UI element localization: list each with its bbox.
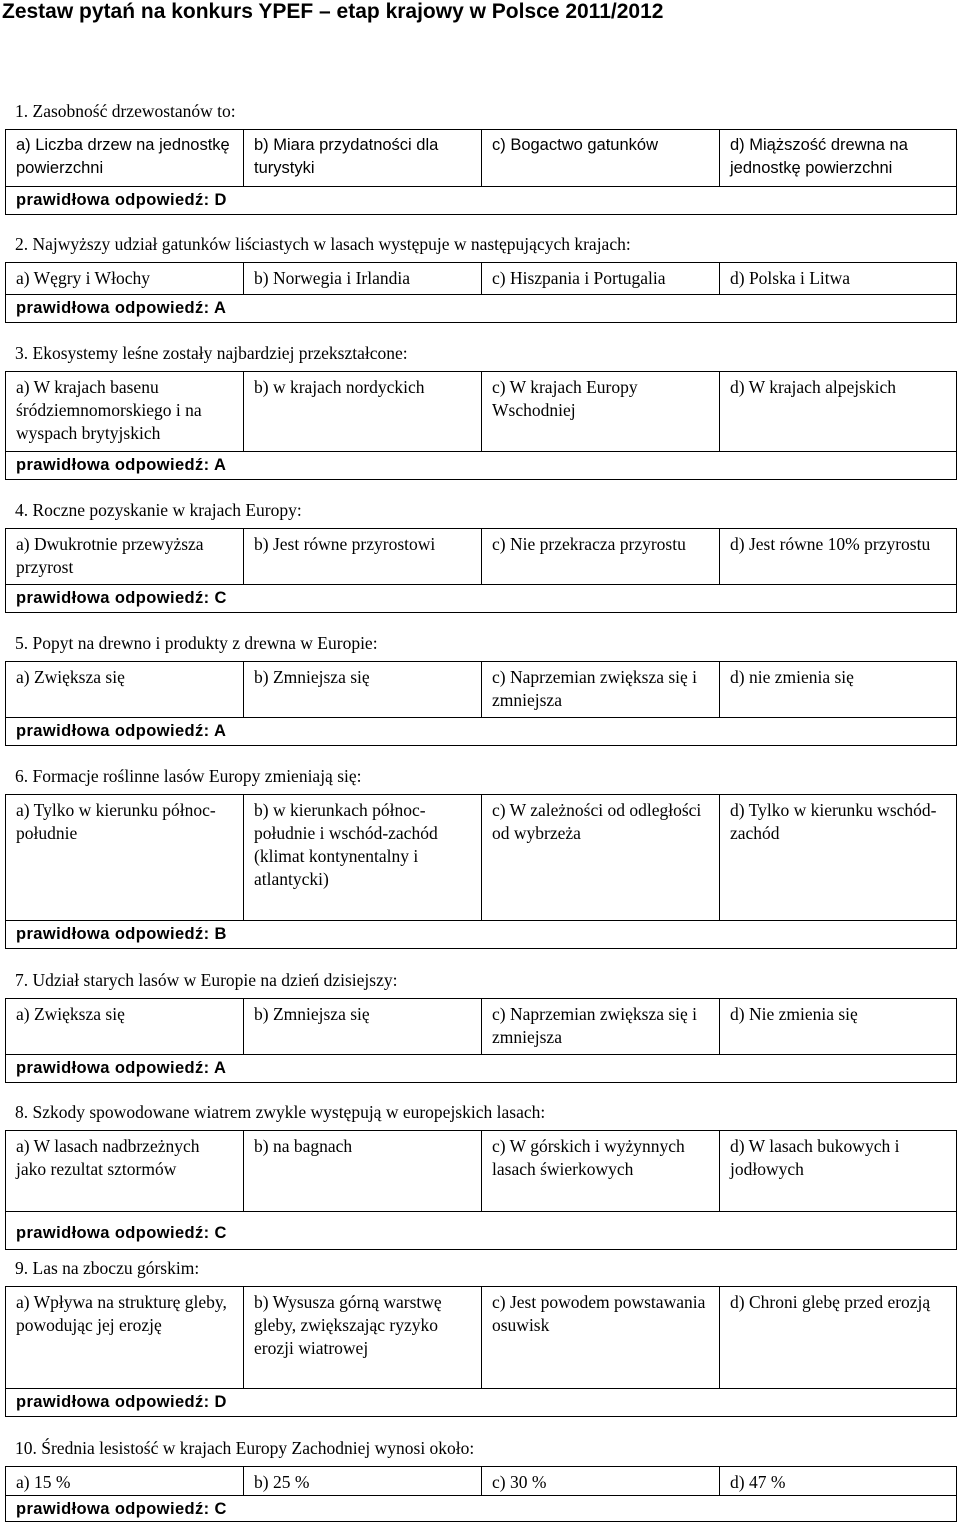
question-text: 1. Zasobność drzewostanów to: — [15, 101, 236, 121]
option-c: c) Bogactwo gatunków — [482, 130, 720, 187]
correct-answer: prawidłowa odpowiedź: C — [6, 1212, 957, 1250]
question-text: 4. Roczne pozyskanie w krajach Europy: — [15, 500, 302, 520]
option-c: c) Hiszpania i Portugalia — [482, 263, 720, 295]
option-b: b) w krajach nordyckich — [244, 372, 482, 452]
option-c: c) W zależności od odległości od wybrzeża — [482, 795, 720, 921]
answer-table — [5, 528, 957, 613]
option-d: d) nie zmienia się — [720, 662, 957, 718]
answer-table — [5, 661, 957, 746]
option-c: c) W krajach Europy Wschodniej — [482, 372, 720, 452]
option-d: d) Chroni glebę przed erozją — [720, 1287, 957, 1389]
option-d: d) Nie zmienia się — [720, 999, 957, 1055]
option-c: c) 30 % — [482, 1467, 720, 1496]
answer-table — [5, 371, 957, 480]
question-text: 6. Formacje roślinne lasów Europy zmieniają się: — [15, 766, 362, 786]
option-a: a) Liczba drzew na jednostkę powierzchni — [6, 130, 244, 187]
option-a: a) Wpływa na strukturę gleby, powodując jej erozję — [6, 1287, 244, 1389]
correct-answer: prawidłowa odpowiedź: C — [6, 1496, 957, 1522]
answer-table — [5, 998, 957, 1083]
question-text: 9. Las na zboczu górskim: — [15, 1258, 200, 1278]
option-b: b) Zmniejsza się — [244, 999, 482, 1055]
answer-table — [5, 1130, 957, 1250]
option-c: c) Naprzemian zwiększa się i zmniejsza — [482, 662, 720, 718]
option-a: a) Zwiększa się — [6, 999, 244, 1055]
option-b: b) Wysusza górną warstwę gleby, zwiększając ryzyko erozji wiatrowej — [244, 1287, 482, 1389]
question-text: 5. Popyt na drewno i produkty z drewna w Europie: — [15, 633, 378, 653]
correct-answer: prawidłowa odpowiedź: C — [6, 585, 957, 613]
option-a: a) W krajach basenu śródziemnomorskiego i na wyspach brytyjskich — [6, 372, 244, 452]
option-a: a) Zwiększa się — [6, 662, 244, 718]
correct-answer: prawidłowa odpowiedź: B — [6, 921, 957, 949]
option-c: c) Nie przekracza przyrostu — [482, 529, 720, 585]
option-b: b) Zmniejsza się — [244, 662, 482, 718]
option-c: c) Naprzemian zwiększa się i zmniejsza — [482, 999, 720, 1055]
correct-answer: prawidłowa odpowiedź: D — [6, 1389, 957, 1417]
correct-answer: prawidłowa odpowiedź: A — [6, 295, 957, 323]
correct-answer: prawidłowa odpowiedź: D — [6, 187, 957, 215]
answer-table — [5, 794, 957, 949]
answer-table — [5, 129, 957, 215]
option-b: b) Miara przydatności dla turystyki — [244, 130, 482, 187]
question-text: 3. Ekosystemy leśne zostały najbardziej przekształcone: — [15, 343, 408, 363]
option-d: d) Tylko w kierunku wschód-zachód — [720, 795, 957, 921]
option-b: b) w kierunkach północ-południe i wschód-zachód (klimat kontynentalny i atlantycki) — [244, 795, 482, 921]
option-a: a) Dwukrotnie przewyższa przyrost — [6, 529, 244, 585]
option-c: c) W górskich i wyżynnych lasach świerkowych — [482, 1131, 720, 1212]
option-d: d) 47 % — [720, 1467, 957, 1496]
option-b: b) na bagnach — [244, 1131, 482, 1212]
option-d: d) W krajach alpejskich — [720, 372, 957, 452]
document-title: Zestaw pytań na konkurs YPEF – etap krajowy w Polsce 2011/2012 — [2, 0, 664, 23]
answer-table — [5, 1286, 957, 1417]
correct-answer: prawidłowa odpowiedź: A — [6, 718, 957, 746]
option-d: d) Jest równe 10% przyrostu — [720, 529, 957, 585]
option-a: a) 15 % — [6, 1467, 244, 1496]
answer-table — [5, 1466, 957, 1522]
option-d: d) Polska i Litwa — [720, 263, 957, 295]
option-a: a) Tylko w kierunku północ-południe — [6, 795, 244, 921]
option-a: a) Węgry i Włochy — [6, 263, 244, 295]
question-text: 2. Najwyższy udział gatunków liściastych w lasach występuje w następujących krajach: — [15, 234, 631, 254]
option-a: a) W lasach nadbrzeżnych jako rezultat sztormów — [6, 1131, 244, 1212]
option-d: d) Miąższość drewna na jednostkę powierzchni — [720, 130, 957, 187]
option-b: b) 25 % — [244, 1467, 482, 1496]
correct-answer: prawidłowa odpowiedź: A — [6, 452, 957, 480]
question-text: 7. Udział starych lasów w Europie na dzień dzisiejszy: — [15, 970, 398, 990]
correct-answer: prawidłowa odpowiedź: A — [6, 1055, 957, 1083]
option-b: b) Jest równe przyrostowi — [244, 529, 482, 585]
option-c: c) Jest powodem powstawania osuwisk — [482, 1287, 720, 1389]
option-d: d) W lasach bukowych i jodłowych — [720, 1131, 957, 1212]
answer-table — [5, 262, 957, 323]
option-b: b) Norwegia i Irlandia — [244, 263, 482, 295]
question-text: 8. Szkody spowodowane wiatrem zwykle występują w europejskich lasach: — [15, 1102, 546, 1122]
question-text: 10. Średnia lesistość w krajach Europy Zachodniej wynosi około: — [15, 1438, 475, 1458]
